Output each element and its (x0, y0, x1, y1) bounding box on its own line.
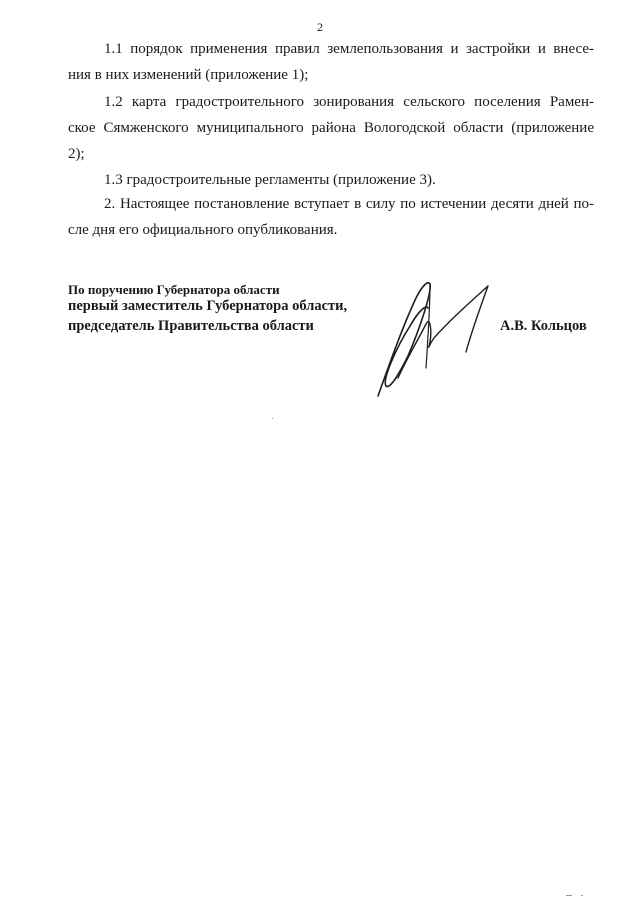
item-2-line-1: 2. Настоящее постановление вступает в силу по истечении десяти дней по- (104, 196, 594, 212)
handwritten-signature (368, 268, 498, 408)
on-behalf-of-governor: По поручению Губернатора области (68, 282, 280, 297)
scan-speck (581, 895, 583, 896)
scan-speck (272, 418, 273, 419)
item-1-2-line-3: 2); (68, 146, 85, 162)
item-1-2-line-2: ское Сямженского муниципального района Вологодской области (приложение (68, 120, 594, 136)
item-1-3-line-1: 1.3 градостроительные регламенты (приложение 3). (104, 172, 436, 188)
item-1-2-line-1: 1.2 карта градостроительного зонирования сельского поселения Рамен- (104, 94, 594, 110)
item-1-1-line-1: 1.1 порядок применения правил землепользования и застройки и внесе- (104, 41, 594, 57)
item-2-line-2: сле дня его официального опубликования. (68, 222, 338, 238)
scan-speck (566, 895, 572, 896)
signatory-position-line-1: первый заместитель Губернатора области, (68, 298, 348, 314)
item-1-1-line-2: ния в них изменений (приложение 1); (68, 67, 309, 83)
signatory-position-line-2: председатель Правительства области (68, 318, 314, 334)
signatory-name: А.В. Кольцов (500, 318, 587, 334)
page-number: 2 (317, 20, 323, 34)
